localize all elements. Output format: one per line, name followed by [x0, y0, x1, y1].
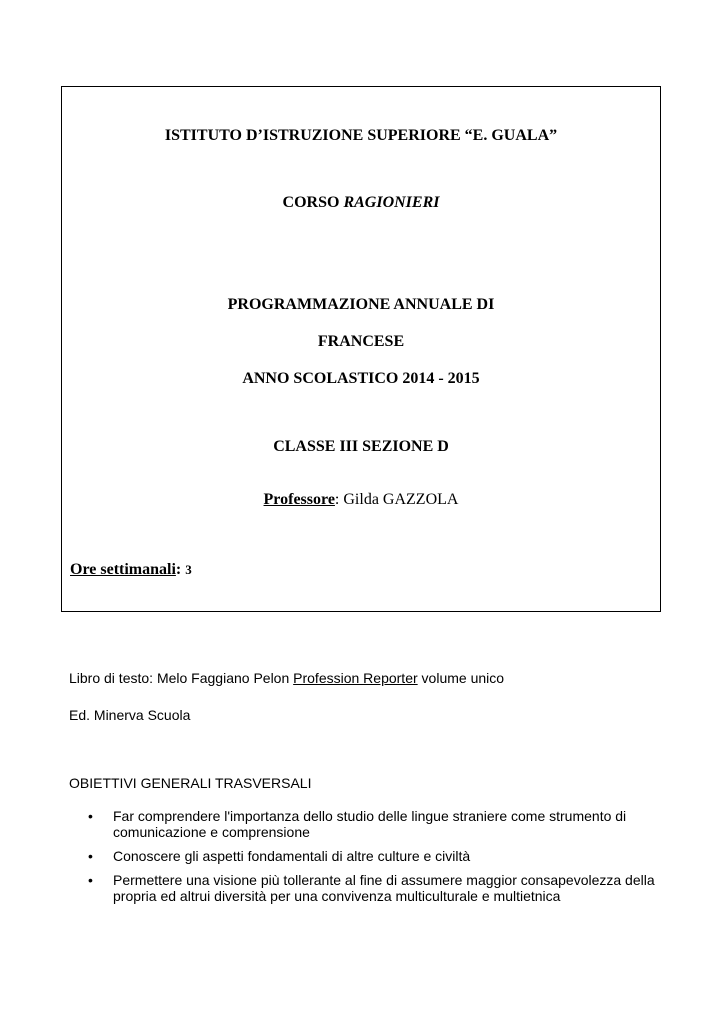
weekly-hours-sep: : — [175, 561, 182, 578]
weekly-hours-label: Ore settimanali — [70, 561, 176, 578]
bullet-icon: • — [88, 848, 93, 864]
institute-title: ISTITUTO D’ISTRUZIONE SUPERIORE “E. GUALA” — [164, 127, 558, 144]
weekly-hours — [70, 561, 192, 579]
list-item — [69, 808, 669, 840]
professor-line — [62, 491, 660, 509]
weekly-hours-value: 3 — [185, 562, 192, 577]
corso-name: RAGIONIERI — [343, 194, 440, 211]
bullet-icon: • — [88, 808, 93, 824]
objectives-heading: OBIETTIVI GENERALI TRASVERSALI — [69, 775, 312, 791]
textbook-prefix: Libro di testo: Melo Faggiano Pelon — [69, 670, 290, 686]
programmazione-title: PROGRAMMAZIONE ANNUALE DI — [227, 296, 495, 313]
objective-text: Far comprendere l'importanza dello studio delle lingue straniere come strumento di comunicazione e comprensione — [113, 808, 627, 840]
school-year: ANNO SCOLASTICO 2014 - 2015 — [242, 370, 480, 387]
corso-prefix: CORSO — [282, 194, 340, 211]
subject-title: FRANCESE — [317, 333, 405, 350]
list-item — [69, 848, 669, 864]
objectives-list — [69, 808, 669, 912]
professor-sep: : — [334, 491, 340, 508]
professor-name: Gilda GAZZOLA — [343, 491, 459, 508]
bullet-icon: • — [88, 872, 93, 888]
textbook-suffix: volume unico — [421, 670, 505, 686]
cover-box — [61, 86, 661, 612]
corso-line — [62, 194, 660, 212]
objective-text: Conoscere gli aspetti fondamentali di altre culture e civiltà — [113, 848, 471, 864]
textbook-title: Profession Reporter — [293, 670, 418, 686]
class-section: CLASSE III SEZIONE D — [273, 438, 449, 455]
textbook-line — [69, 670, 504, 686]
professor-label: Professore — [263, 491, 335, 508]
list-item — [69, 872, 669, 904]
objective-text: Permettere una visione più tollerante al fine di assumere maggior consapevolezza della propria ed altrui diversità per una convivenza multiculturale e multietnica — [113, 872, 655, 904]
publisher-line: Ed. Minerva Scuola — [69, 707, 191, 723]
